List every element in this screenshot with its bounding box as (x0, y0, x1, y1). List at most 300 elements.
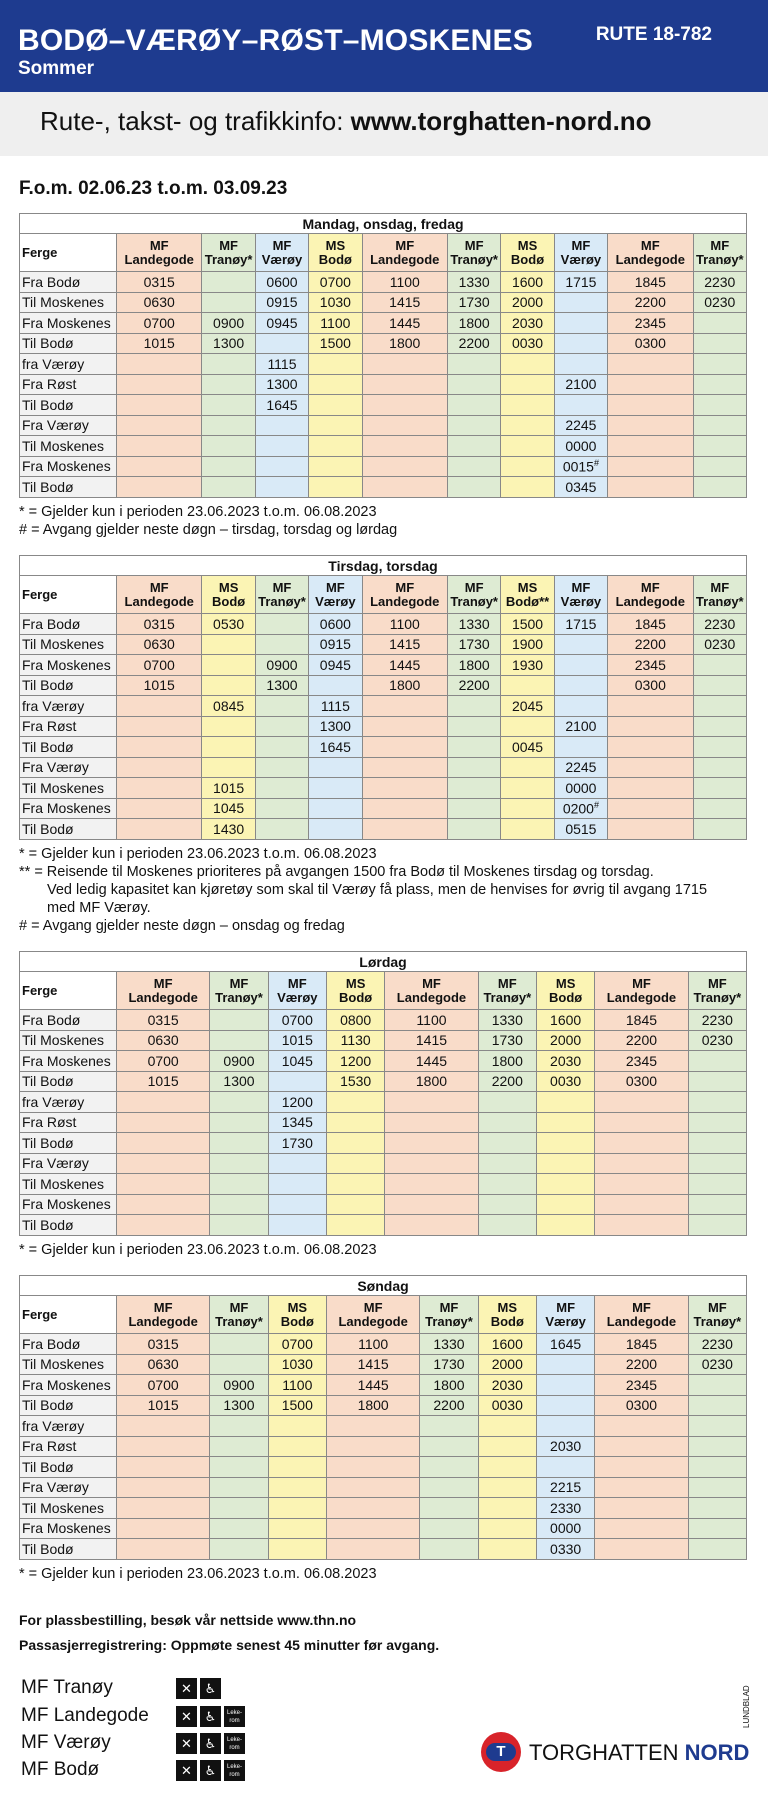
stop-label: Til Bodø (20, 1457, 117, 1478)
ship-type: MF (395, 579, 415, 595)
stop-label: Fra Moskenes (20, 1051, 117, 1072)
departure-time (268, 1215, 326, 1236)
departure-time: 1445 (362, 655, 447, 676)
departure-time: 1030 (309, 292, 362, 313)
ship-name: Tranøy* (450, 593, 498, 609)
departure-time: 0000 (554, 778, 607, 799)
departure-time: 0300 (595, 1395, 688, 1416)
departure-time (608, 477, 693, 498)
info-text (40, 106, 652, 137)
stop-label: Til Bodø (20, 1215, 117, 1236)
footnote: * = Gjelder kun i perioden 23.06.2023 t.o.m. 06.08.2023 (19, 845, 377, 862)
timetable (19, 951, 747, 1236)
ship-type: MF (707, 1299, 727, 1315)
departure-time (117, 737, 202, 758)
restaurant-icon: ✕ (176, 1706, 197, 1727)
departure-time (554, 655, 607, 676)
departure-time (362, 456, 447, 477)
logo-word1: TORGHATTEN (529, 1740, 679, 1765)
departure-time (693, 333, 747, 354)
departure-time (117, 354, 202, 375)
departure-time (210, 1518, 268, 1539)
ship-column-header (478, 1296, 536, 1334)
ship-column-header (693, 234, 747, 272)
departure-time (688, 1539, 746, 1560)
ship-type: MS (218, 579, 239, 595)
ship-column-header (210, 1296, 268, 1334)
departure-time (478, 1194, 536, 1215)
stop-label: Fra Moskenes (20, 456, 117, 477)
departure-time (478, 1539, 536, 1560)
facility-icons (176, 1733, 245, 1754)
departure-time: 1800 (362, 333, 447, 354)
table-row (20, 1112, 747, 1133)
departure-time (268, 1498, 326, 1519)
ship-column-header (202, 234, 255, 272)
departure-time (688, 1416, 746, 1437)
departure-time (447, 374, 500, 395)
table-row (20, 1092, 747, 1113)
departure-time: 0315 (117, 272, 202, 293)
ship-name: Landegode (606, 1313, 677, 1329)
departure-time (501, 757, 554, 778)
departure-time (688, 1395, 746, 1416)
departure-time (595, 1092, 688, 1113)
departure-time (309, 415, 362, 436)
departure-time (117, 1133, 210, 1154)
ship-column-header (693, 576, 747, 614)
departure-time (536, 1457, 594, 1478)
departure-time (693, 757, 747, 778)
ship-name: Tranøy* (693, 1313, 742, 1329)
departure-time: 1415 (385, 1030, 478, 1051)
stop-label: Fra Værøy (20, 1477, 117, 1498)
ship-name: Værøy (545, 1313, 586, 1329)
departure-time: 1730 (478, 1030, 536, 1051)
table-row (20, 798, 747, 819)
ship-column-header (536, 1296, 594, 1334)
departure-time (117, 374, 202, 395)
ship-type: MF (464, 579, 484, 595)
departure-time (595, 1457, 688, 1478)
stop-label: Fra Bodø (20, 272, 117, 293)
departure-time (501, 798, 554, 819)
departure-time (536, 1215, 594, 1236)
departure-time (595, 1498, 688, 1519)
stop-label: Til Moskenes (20, 778, 117, 799)
departure-time (255, 798, 308, 819)
departure-time (501, 675, 554, 696)
departure-time: 1015 (117, 333, 202, 354)
departure-time: 0700 (117, 655, 202, 676)
departure-time (210, 1436, 268, 1457)
departure-time (202, 757, 255, 778)
departure-time: 1645 (309, 737, 362, 758)
departure-time (554, 737, 607, 758)
validity-period: F.o.m. 02.06.23 t.o.m. 03.09.23 (19, 178, 288, 199)
departure-time (688, 1112, 746, 1133)
ship-column-header (536, 972, 594, 1010)
departure-time (117, 456, 202, 477)
departure-time (210, 1457, 268, 1478)
departure-time (210, 1133, 268, 1154)
departure-time (501, 716, 554, 737)
table-row (20, 1174, 747, 1195)
departure-time (255, 415, 308, 436)
stop-label: Til Moskenes (20, 1030, 117, 1051)
departure-time: 0300 (608, 333, 693, 354)
departure-time: 0945 (309, 655, 362, 676)
departure-time (202, 675, 255, 696)
departure-time (420, 1498, 478, 1519)
ship-name: Landegode (128, 1313, 198, 1329)
departure-time (595, 1174, 688, 1195)
ship-name: Tranøy* (204, 251, 253, 267)
departure-time: 0030 (478, 1395, 536, 1416)
departure-time: 1500 (309, 333, 362, 354)
ship-column-header (202, 576, 255, 614)
departure-time (326, 1477, 419, 1498)
departure-time: 0900 (255, 655, 308, 676)
departure-time: 2200 (447, 333, 500, 354)
ship-name: Landegode (396, 989, 467, 1005)
departure-time (420, 1477, 478, 1498)
stop-label: Fra Moskenes (20, 798, 117, 819)
departure-time: 0945 (255, 313, 308, 334)
departure-time (268, 1518, 326, 1539)
departure-time (420, 1416, 478, 1437)
departure-time: 1800 (447, 313, 500, 334)
departure-time (117, 819, 202, 840)
departure-time (117, 395, 202, 416)
timetable (19, 555, 747, 840)
departure-time (693, 696, 747, 717)
ship-name: Landegode (370, 593, 440, 609)
ship-name: Bodø (549, 989, 583, 1005)
departure-time (117, 1457, 210, 1478)
departure-time: 0015# (554, 456, 607, 477)
departure-time (595, 1153, 688, 1174)
departure-time: 1300 (210, 1395, 268, 1416)
ship-type: MF (710, 237, 730, 253)
departure-time (210, 1112, 268, 1133)
departure-time (608, 798, 693, 819)
ship-type: MF (272, 237, 292, 253)
footnote: * = Gjelder kun i perioden 23.06.2023 t.o.m. 06.08.2023 (19, 1241, 377, 1258)
table-row (20, 1518, 747, 1539)
restaurant-icon: ✕ (176, 1733, 197, 1754)
ship-type: MF (287, 975, 307, 991)
ship-type: MF (325, 579, 345, 595)
departure-time (420, 1457, 478, 1478)
table-row (20, 333, 747, 354)
footnote: med MF Værøy. (47, 899, 151, 916)
departure-time (117, 415, 202, 436)
departure-time: 2100 (554, 374, 607, 395)
ship-type: MF (149, 579, 169, 595)
departure-time: 1015 (117, 1395, 210, 1416)
departure-time (255, 456, 308, 477)
departure-time: 2245 (554, 415, 607, 436)
departure-time: 2345 (608, 313, 693, 334)
departure-time (117, 1092, 210, 1113)
departure-time (608, 456, 693, 477)
departure-time: 1300 (255, 374, 308, 395)
departure-time: 2200 (608, 292, 693, 313)
facility-icons (176, 1760, 245, 1781)
departure-time (608, 395, 693, 416)
departure-time: 1430 (202, 819, 255, 840)
ship-name-label: MF Bodø (21, 1759, 100, 1780)
departure-time (501, 374, 554, 395)
wheelchair-icon: ♿ (200, 1706, 221, 1727)
stop-label: Til Bodø (20, 675, 117, 696)
ship-name: Tranøy* (425, 1313, 473, 1329)
departure-time (501, 436, 554, 457)
ship-column-header (688, 1296, 746, 1334)
stop-label: Til Moskenes (20, 1354, 117, 1375)
facility-icons (176, 1678, 221, 1699)
ship-column-header (117, 1296, 210, 1334)
departure-time (554, 354, 607, 375)
stop-label: Fra Bodø (20, 1010, 117, 1031)
stop-label: Fra Moskenes (20, 313, 117, 334)
departure-time (447, 436, 500, 457)
departure-time: 0330 (536, 1539, 594, 1560)
info-prefix: Rute-, takst- og trafikkinfo: (40, 106, 351, 136)
departure-time (385, 1153, 478, 1174)
ship-type: MF (219, 237, 238, 253)
departure-time (608, 757, 693, 778)
table-row (20, 477, 747, 498)
departure-time (326, 1174, 384, 1195)
departure-time: 2215 (536, 1477, 594, 1498)
departure-time (478, 1112, 536, 1133)
departure-time (362, 354, 447, 375)
departure-time (554, 292, 607, 313)
stop-label: Fra Moskenes (20, 1375, 117, 1396)
departure-time (693, 436, 747, 457)
departure-time: 1845 (595, 1334, 688, 1355)
ship-column-header (117, 972, 210, 1010)
departure-time (268, 1539, 326, 1560)
ship-name: Tranøy* (258, 593, 306, 609)
torghatten-logo (481, 1730, 750, 1774)
departure-time (362, 436, 447, 457)
departure-time (608, 415, 693, 436)
ship-column-header (554, 234, 607, 272)
departure-time: 1645 (536, 1334, 594, 1355)
table-row (20, 1133, 747, 1154)
departure-time (595, 1416, 688, 1437)
departure-time (326, 1518, 419, 1539)
departure-time: 0315 (117, 1010, 210, 1031)
departure-time (326, 1457, 419, 1478)
departure-time (255, 716, 308, 737)
departure-time (117, 1416, 210, 1437)
table-row (20, 1215, 747, 1236)
departure-time (268, 1477, 326, 1498)
departure-time (420, 1518, 478, 1539)
ship-type: MF (153, 975, 173, 991)
departure-time: 2000 (501, 292, 554, 313)
departure-time (693, 477, 747, 498)
ship-name: Landegode (124, 251, 194, 267)
departure-time: 1045 (202, 798, 255, 819)
departure-time (385, 1112, 478, 1133)
departure-time (362, 798, 447, 819)
stop-label: Til Bodø (20, 737, 117, 758)
route-number: RUTE 18-782 (595, 24, 712, 45)
departure-time (117, 1174, 210, 1195)
departure-time (210, 1194, 268, 1215)
ship-name-label: MF Tranøy (21, 1677, 113, 1698)
departure-time: 1730 (268, 1133, 326, 1154)
departure-time: 1715 (554, 614, 607, 635)
ship-column-header (595, 1296, 688, 1334)
ship-type: MF (229, 1299, 249, 1315)
departure-time: 2030 (536, 1051, 594, 1072)
departure-time (688, 1436, 746, 1457)
ship-name: Tranøy* (483, 989, 532, 1005)
departure-time: 2230 (693, 614, 747, 635)
departure-time: 1100 (268, 1375, 326, 1396)
ship-column-header (255, 576, 308, 614)
booking-info: For plassbestilling, besøk vår nettside www.thn.no (19, 1612, 357, 1628)
departure-time (554, 333, 607, 354)
departure-time (268, 1457, 326, 1478)
ship-type: MF (632, 975, 651, 991)
restaurant-icon: ✕ (176, 1760, 197, 1781)
departure-time (210, 1354, 268, 1375)
departure-time (608, 716, 693, 737)
departure-time: 0600 (309, 614, 362, 635)
departure-time: 2200 (420, 1395, 478, 1416)
ship-name: Tranøy* (215, 1313, 263, 1329)
stop-label: fra Værøy (20, 1092, 117, 1113)
table-row (20, 415, 747, 436)
departure-time (536, 1194, 594, 1215)
departure-time: 0630 (117, 1030, 210, 1051)
ship-column-header (420, 1296, 478, 1334)
departure-time (536, 1112, 594, 1133)
departure-time: 1800 (478, 1051, 536, 1072)
departure-time: 1300 (255, 675, 308, 696)
departure-time: 0230 (693, 634, 747, 655)
departure-time: 0000 (536, 1518, 594, 1539)
departure-time (202, 354, 255, 375)
ship-type: MF (497, 975, 517, 991)
wheelchair-icon: ♿ (200, 1760, 221, 1781)
ship-type: MS (345, 975, 366, 991)
ship-name: Landegode (615, 251, 685, 267)
departure-time: 0700 (117, 1051, 210, 1072)
departure-time: 0700 (268, 1334, 326, 1355)
departure-time (255, 778, 308, 799)
departure-time (447, 798, 500, 819)
credit-text: LUNDBLAD (742, 1685, 751, 1728)
departure-time: 1300 (309, 716, 362, 737)
ship-name: Bodø (212, 593, 246, 609)
departure-time (447, 415, 500, 436)
departure-time (362, 374, 447, 395)
departure-time (202, 477, 255, 498)
departure-time (309, 675, 362, 696)
departure-time (688, 1194, 746, 1215)
departure-time (536, 1395, 594, 1416)
ship-column-header (268, 1296, 326, 1334)
ship-column-header (608, 234, 693, 272)
departure-time: 1015 (202, 778, 255, 799)
departure-time (536, 1092, 594, 1113)
departure-time (688, 1457, 746, 1478)
departure-time: 1730 (447, 292, 500, 313)
departure-time (117, 696, 202, 717)
footnote: # = Avgang gjelder neste døgn – tirsdag, torsdag og lørdag (19, 521, 398, 538)
departure-time (501, 354, 554, 375)
departure-time (210, 1416, 268, 1437)
table-row (20, 696, 747, 717)
departure-time: 1730 (447, 634, 500, 655)
departure-time (688, 1518, 746, 1539)
departure-time: 1530 (326, 1071, 384, 1092)
ferge-label: Ferge (20, 1296, 117, 1334)
departure-time (362, 819, 447, 840)
departure-time (210, 1334, 268, 1355)
departure-time (255, 614, 308, 635)
ship-type: MF (710, 579, 730, 595)
ship-name: Landegode (338, 1313, 408, 1329)
departure-time: 1200 (268, 1092, 326, 1113)
ship-column-header (268, 972, 326, 1010)
day-heading: Tirsdag, torsdag (20, 556, 747, 576)
ship-type: MF (229, 975, 249, 991)
ship-column-header (595, 972, 688, 1010)
departure-time (536, 1174, 594, 1195)
departure-time: 1130 (326, 1030, 384, 1051)
departure-time (385, 1174, 478, 1195)
ship-column-header (117, 576, 202, 614)
departure-time: 0915 (255, 292, 308, 313)
table-row (20, 716, 747, 737)
ship-type: MF (439, 1299, 459, 1315)
table-row (20, 1051, 747, 1072)
departure-time (536, 1416, 594, 1437)
departure-time (536, 1375, 594, 1396)
timetable (19, 1275, 747, 1560)
stop-label: Til Bodø (20, 1133, 117, 1154)
info-url-link[interactable]: www.torghatten-nord.no (350, 106, 652, 136)
departure-time (255, 757, 308, 778)
departure-time (688, 1375, 746, 1396)
departure-time: 2100 (554, 716, 607, 737)
departure-time: 2030 (478, 1375, 536, 1396)
departure-time: 1500 (501, 614, 554, 635)
departure-time (117, 1194, 210, 1215)
checkin-info: Passasjerregistrering: Oppmøte senest 45 minutter før avgang. (19, 1637, 440, 1653)
footnote: * = Gjelder kun i perioden 23.06.2023 t.o.m. 06.08.2023 (19, 1565, 377, 1582)
departure-time (595, 1194, 688, 1215)
departure-time (268, 1071, 326, 1092)
departure-time: 0800 (326, 1010, 384, 1031)
ship-name: Bodø (490, 1313, 524, 1329)
departure-time (117, 778, 202, 799)
footnotes (19, 503, 397, 539)
departure-time (255, 819, 308, 840)
departure-time (326, 1133, 384, 1154)
departure-time (595, 1133, 688, 1154)
departure-time (202, 292, 255, 313)
